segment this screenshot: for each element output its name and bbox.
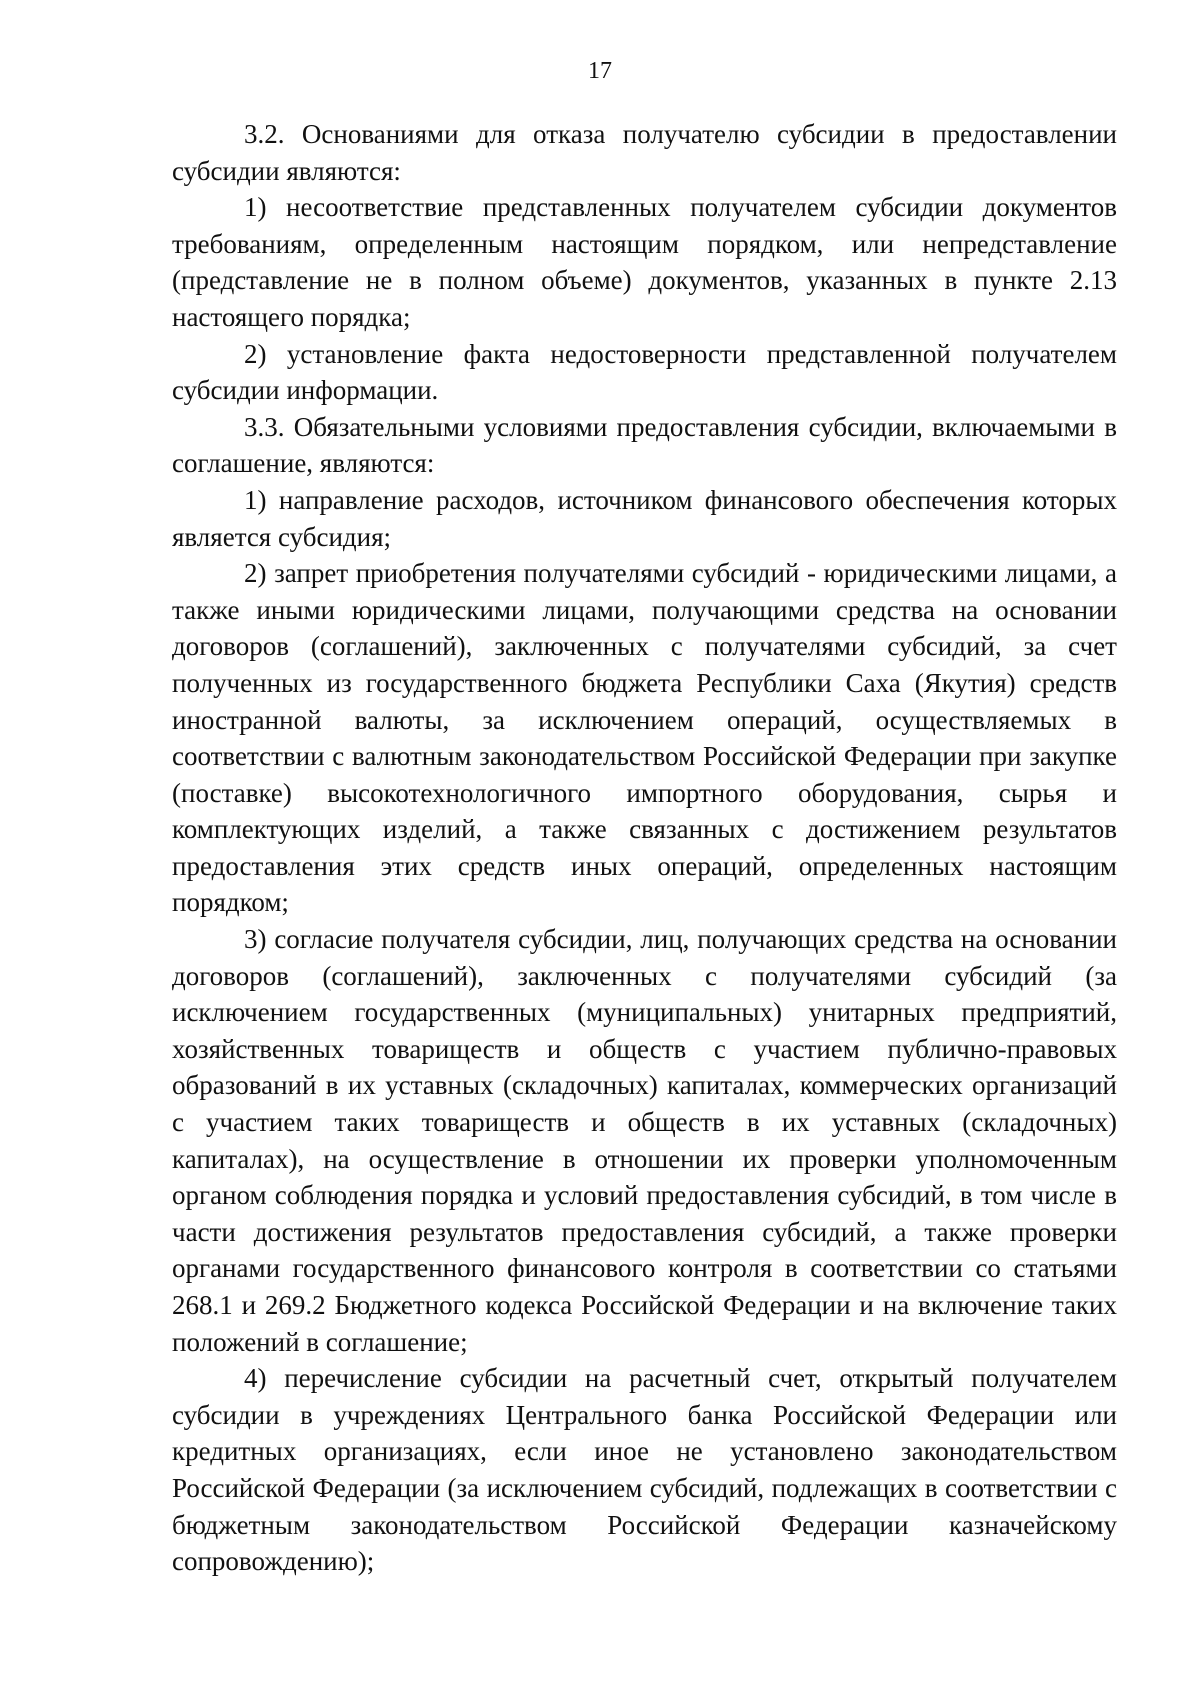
paragraph-3-2-item-1: 1) несоответствие представленных получателем субсидии документов требованиям, определенным настоящим порядком, или непредставление (представление не в полном объеме) документов, указанных в пункте 2.13 настоящего порядка; [172, 192, 1117, 332]
paragraph-3-2-intro: 3.2. Основаниями для отказа получателю субсидии в предоставлении субсидии являются: [172, 119, 1117, 186]
paragraph-3-2-item-2: 2) установление факта недостоверности представленной получателем субсидии информации. [172, 338, 1117, 406]
page-number: 17 [588, 58, 612, 84]
paragraph-3-3-item-2: 2) запрет приобретения получателями субсидий - юридическими лицами, а также иными юридическими лицами, получающими средства на основании договоров (соглашений), заключенных с получателями субсидий, за счет полученных из государственного бюджета Республики Саха (Якутия) средств иностранной валюты, за исключением операций, осуществляемых в соответствии с валютным законодательством Российской Федерации при закупке (поставке) высокотехнологичного импортного оборудования, сырья и комплектующих изделий, а также связанных с достижением результатов предоставления этих средств иных операций, определенных настоящим порядком; [172, 558, 1117, 918]
paragraph-3-3-item-3: 3) согласие получателя субсидии, лиц, получающих средства на основании договоров (соглашений), заключенных с получателями субсидий (за исключением государственных (муниципальных) унитарных предприятий, хозяйственных товариществ и обществ с участием публично-правовых образований в их уставных (складочных) капиталах, коммерческих организаций с участием таких товариществ и обществ в их уставных (складочных) капиталах), на осуществление в отношении их проверки уполномоченным органом соблюдения порядка и условий предоставления субсидий, в том числе в части достижения результатов предоставления субсидий, а также проверки органами государственного финансового контроля в соответствии со статьями 268.1 и 269.2 Бюджетного кодекса Российской Федерации и на включение таких положений в соглашение; [172, 924, 1117, 1357]
paragraph-3-3-intro: 3.3. Обязательными условиями предоставления субсидии, включаемыми в соглашение, являются: [172, 411, 1117, 479]
document-body [172, 116, 1117, 1580]
paragraph-3-3-item-4: 4) перечисление субсидии на расчетный счет, открытый получателем субсидии в учреждениях Центрального банка Российской Федерации или кредитных организациях, если иное не установлено законодательством Российской Федерации (за исключением субсидий, подлежащих в соответствии с бюджетным законодательством Российской Федерации казначейскому сопровождению); [172, 1363, 1117, 1577]
paragraph-3-3-item-1: 1) направление расходов, источником финансового обеспечения которых является субсидия; [172, 484, 1117, 552]
